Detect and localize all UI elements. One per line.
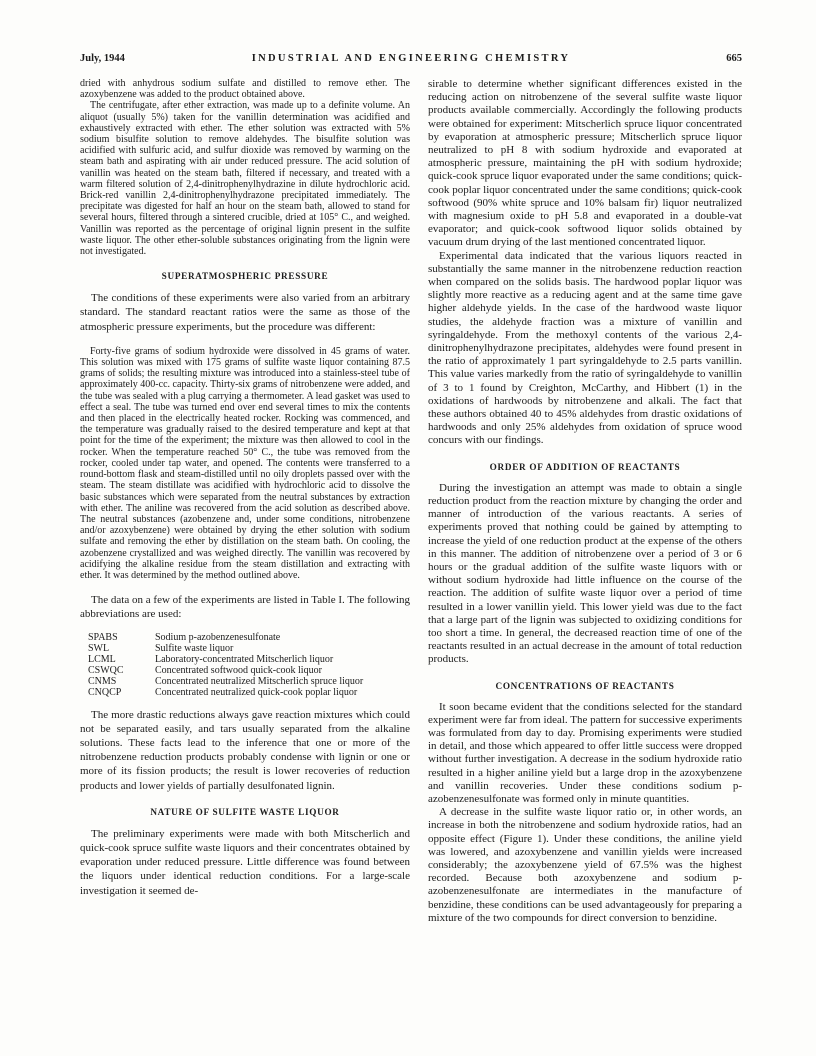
- abbreviations-list: [88, 632, 410, 698]
- drastic-reductions-paragraph: The more drastic reductions always gave reaction mixtures which could not be separated easily, and tars usually separated from the alkaline solutions. These facts lead to the inference that one or more of the nitrobenzene reduction products probably condense with lignin or one or more of its fission products; the result is lower recoveries of reduction products and lower yields of partially desulfonated lignin.: [80, 708, 410, 792]
- abbreviation-meaning: Concentrated softwood quick-cook liquor: [155, 664, 322, 676]
- abbreviation-row: [88, 687, 410, 698]
- superatmospheric-intro-paragraph: The conditions of these experiments were also varied from an arbitrary standard. The standard reactant ratios were the same as those of the atmospheric pressure experiments, but the procedure was different:: [80, 292, 410, 333]
- section-heading-nature-of-sulfite-waste-liquor: NATURE OF SULFITE WASTE LIQUOR: [150, 806, 340, 817]
- abbreviation-meaning: Laboratory-concentrated Mitscherlich liquor: [155, 653, 334, 665]
- issue-date: July, 1944: [80, 53, 125, 64]
- left-column: [80, 78, 410, 898]
- section-heading-order-of-addition: ORDER OF ADDITION OF REACTANTS: [489, 461, 681, 472]
- running-header: [80, 52, 742, 66]
- continuation-paragraph: dried with anhydrous sodium sulfate and distilled to remove ether. The azoxybenzene was added to the product obtained above.: [80, 78, 410, 101]
- abbreviation-row: [88, 676, 410, 687]
- section-heading-concentrations: CONCENTRATIONS OF REACTANTS: [495, 680, 675, 691]
- nature-continued-paragraph: sirable to determine whether significant differences existed in the reducing action on nitrobenzene of the several sulfite waste liquor products available commercially. Accordingly the following products were obtained for experiment: Mitscherlich spruce liquor concentrated by evaporation at atmospheric pressure; Mitscherlich spruce liquor neutralized to pH 8 with sodium hydroxide and evaporated at atmospheric pressure, maintaining the pH with sodium hydroxide; quick-cook spruce liquor evaporated under the same conditions; quick-cook poplar liquor concentrated under the same conditions; quick-cook softwood (90% white spruce and 10% balsam fir) liquor neutralized with magnesium oxide to pH 5.8 and evaporated in a double-vat evaporator; and quick-cook softwood liquor solids obtained by vacuum drum drying of the last mentioned concentrated liquor.: [428, 78, 742, 249]
- abbreviation: SWL: [88, 642, 110, 654]
- abbreviation-meaning: Sodium p-azobenzenesulfonate: [155, 631, 281, 643]
- abbreviation: CNQCP: [88, 686, 122, 698]
- abbreviation-row: [88, 654, 410, 665]
- order-of-addition-paragraph: During the investigation an attempt was made to obtain a single reduction product from the reaction mixture by changing the order and manner of introduction of the various reactants. A series of experiments proved that nothing could be gained by attempting to increase the yield of one reduction product at the expense of the others in this manner. The addition of nitrobenzene over a period of 3 or 6 hours or the gradual addition of the sulfite waste liquors with or without sodium hydroxide had little influence on the course of the reaction. The addition of sulfite waste liquor over a period of time resulted in a lower vanillin yield. This lower yield was due to the fact that a large part of the lignin was subjected to oxidizing conditions for too short a time. In general, the decreased reaction time of one of the reactants resulted in an actual decrease in the amount of total reduction products.: [428, 481, 742, 666]
- superatmospheric-procedure-paragraph: Forty-five grams of sodium hydroxide were dissolved in 45 grams of water. This solution was mixed with 175 grams of sulfite waste liquor containing 87.5 grams of solids; the resulting mixture was introduced into a stainless-steel tube of approximately 400-cc. capacity. Thirty-six grams of nitrobenzene were added, and the tube was sealed with a plug carrying a thermometer. A lead gasket was used to effect a seal. The tube was turned end over end several times to mix the contents and then placed in the electrically heated rocker. Rocking was commenced, and the temperature was gradually raised to the desired temperature and kept at that point for the time of the experiment; the mixture was then allowed to cool in the rocker. When the temperature reached 50° C., the tube was removed from the rocker, cooled under tap water, and opened. The contents were transferred to a round-bottom flask and steam-distilled until no oily droplets passed over with the steam. The steam distillate was acidified with hydrochloric acid to dissolve the basic substances which were separated from the neutral substances by extraction with ether. The aniline was recovered from the acid solution as described above. The neutral substances (azobenzene and, under some conditions, nitrobenzene and/or azoxybenzene) were obtained by drying the ether solution with sodium sulfate and removing the ether by distillation on the steam bath. On cooling, the azobenzene crystallized and was weighed directly. The vanillin was recovered by acidifying the alkaline residue from the steam distillation and extracting with ether. It was determined by the method outlined above.: [80, 345, 410, 581]
- abbreviation-row: [88, 643, 410, 654]
- experimental-data-paragraph: Experimental data indicated that the various liquors reacted in substantially the same manner in the nitrobenzene reduction reaction when compared on the solids basis. The hardwood poplar liquor was slightly more reactive as a reducing agent and at the same time gave higher aldehyde yields. In the case of the hardwood waste liquor studies, the aldehyde fraction was a mixture of vanillin and syringaldehyde. From the methoxyl contents of the various 2,4-dinitrophenylhydrazone precipitates, aldehydes were found present in the ratio of approximately 1 part syringaldehyde to 2.5 parts vanillin. This value varies markedly from the ratio of syringaldehyde to vanillin of 3 to 1 found by Creighton, McCarthy, and Hibbert (1) in the oxidations of hardwoods by nitrobenzene and alkali. The fact that these authors obtained 40 to 45% aldehydes from drastic oxidations of hardwoods and only 25% aldehydes from oxidation of spruce wood concurs with our findings.: [428, 249, 742, 447]
- abbreviation-meaning: Concentrated neutralized quick-cook poplar liquor: [155, 686, 358, 698]
- abbreviation: CNMS: [88, 675, 117, 687]
- abbreviation: SPABS: [88, 631, 118, 643]
- right-column: [428, 78, 742, 925]
- table-intro-paragraph: The data on a few of the experiments are listed in Table I. The following abbreviations are used:: [80, 594, 410, 621]
- abbreviation: LCML: [88, 653, 116, 665]
- abbreviation-meaning: Concentrated neutralized Mitscherlich spruce liquor: [155, 675, 364, 687]
- abbreviation-row: [88, 632, 410, 643]
- vanillin-procedure-paragraph: The centrifugate, after ether extraction, was made up to a definite volume. An aliquot (usually 5%) taken for the vanillin determination was acidified and exhaustively extracted with ether. The ether solution was extracted with 5% sodium bisulfite solution to remove aldehydes. The bisulfite solution was acidified with sulfuric acid, and sulfur dioxide was removed by warming on the steam bath and aspirating with air under reduced pressure. The acid solution of vanillin was heated on the steam bath, filtered if necessary, and treated with a warm filtered solution of 2,4-dinitrophenylhydrazine in dilute hydrochloric acid. Brick-red vanillin 2,4-dinitrophenylhydrazone precipitated immediately. The precipitate was digested for half an hour on the steam bath, allowed to stand for several hours, filtered through a sintered crucible, dried at 105° C., and weighed. Vanillin was reported as the percentage of original lignin present in the sulfite waste liquor. The other ether-soluble substances originating from the lignin were not investigated.: [80, 100, 410, 258]
- abbreviation-row: [88, 665, 410, 676]
- concentrations-paragraph-1: It soon became evident that the conditions selected for the standard experiment were far from ideal. The pattern for successive experiments was formulated from day to day. Promising experiments were studied in detail, and those which appeared to offer little success were dropped without further investigation. A decrease in the sodium hydroxide ratio resulted in a higher aniline yield but a large drop in the azoxybenzene and vanillin recoveries. Under these conditions sodium p-azobenzenesulfonate was formed only in minute quantities.: [428, 700, 742, 805]
- nature-paragraph: The preliminary experiments were made with both Mitscherlich and quick-cook spruce sulfite waste liquors and their concentrates obtained by evaporation under reduced pressure. Little difference was found between the liquors under identical reduction conditions. For a large-scale investigation it seemed de-: [80, 827, 410, 897]
- abbreviation: CSWQC: [88, 664, 124, 676]
- concentrations-paragraph-2: A decrease in the sulfite waste liquor ratio or, in other words, an increase in both the nitrobenzene and sodium hydroxide ratios, had an opposite effect (Figure 1). Under these conditions, the aniline yield was lowered, and azoxybenzene and vanillin yields were increased considerably; the azoxybenzene yield of 67.5% was the highest recorded. Because both azoxybenzene and sodium p-azobenzenesulfonate are intermediates in the manufacture of benzidine, these conditions can be used advantageously for preparing a mixture of the two compounds for direct conversion to benzidine.: [428, 806, 742, 924]
- abbreviation-meaning: Sulfite waste liquor: [155, 642, 234, 654]
- page-number: 665: [726, 53, 742, 64]
- journal-title: INDUSTRIAL AND ENGINEERING CHEMISTRY: [251, 53, 571, 64]
- section-heading-superatmospheric-pressure: SUPERATMOSPHERIC PRESSURE: [161, 271, 329, 282]
